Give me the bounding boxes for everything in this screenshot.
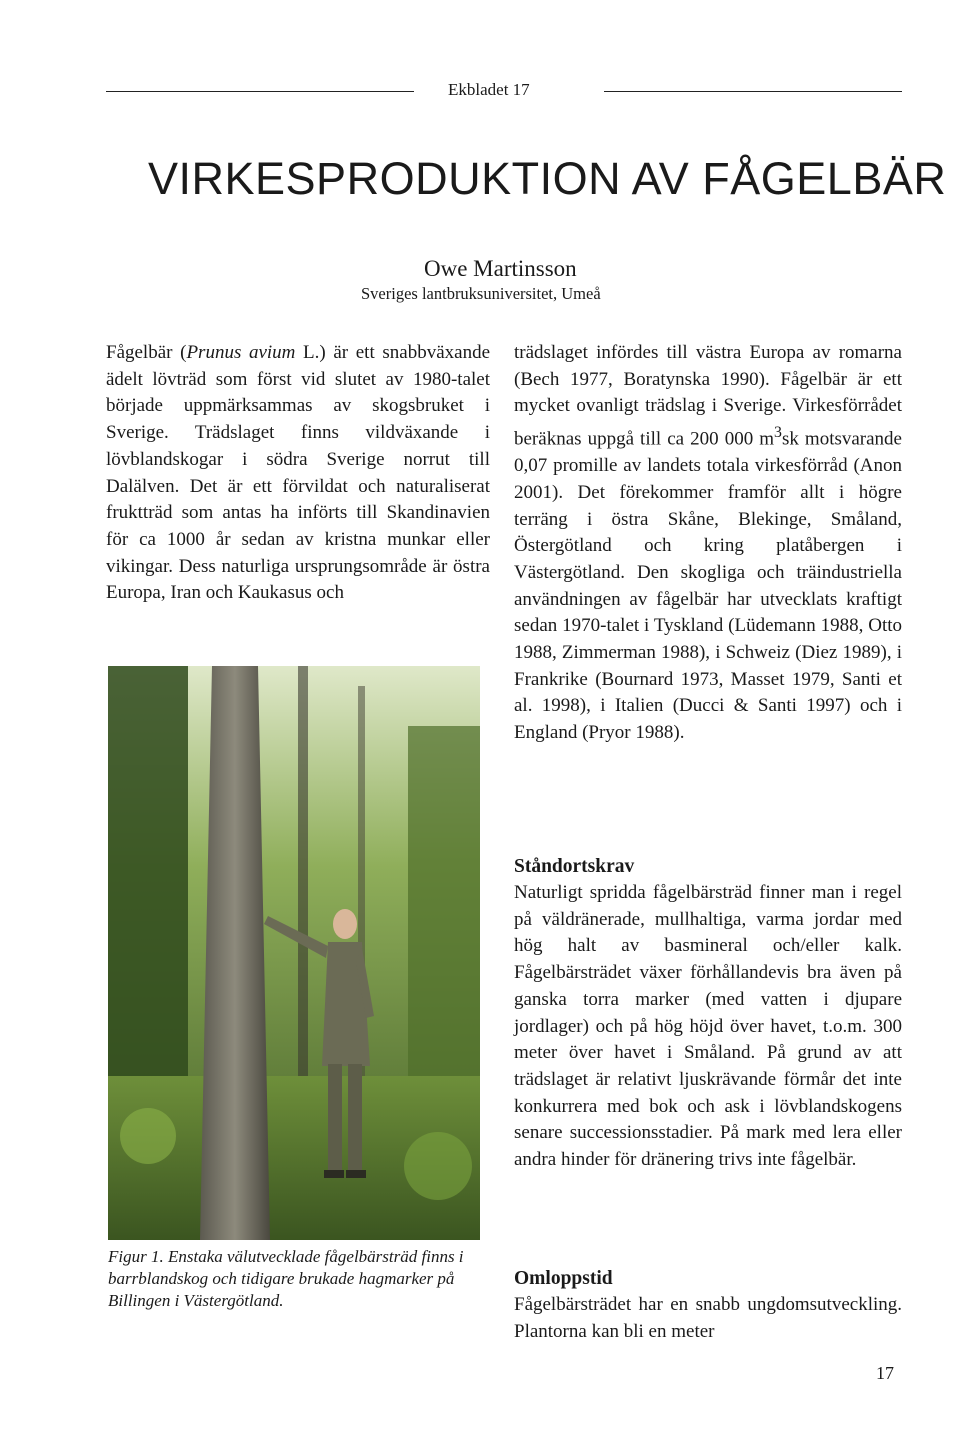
figure-caption: Figur 1. Enstaka välutvecklade fågelbärsträd finns i barrblandskog och tidigare brukade hagmarker på Billingen i Västergötland. <box>108 1247 464 1310</box>
running-header <box>106 80 902 100</box>
thin-trunk <box>298 666 308 1096</box>
species-name: Prunus avium <box>186 342 296 363</box>
intro-paragraph-1 <box>106 340 490 607</box>
header-rule-right <box>604 91 902 92</box>
ground-bush-2 <box>404 1132 472 1200</box>
page-number: 17 <box>876 1363 894 1383</box>
section-body: Naturligt spridda fågelbärsträd finner man i regel på väldränerade, mullhaltiga, varma jordar med hög halt av basmineral och/eller kalk. Fågelbärsträdet växer förhållandevis bra även på ganska torra marker (med vatten i djupare jordlager) och på hög höjd över havet, t.o.m. 300 meter över havet i Småland. På grund av att trädslaget är relativt ljuskrävande förmår det inte konkurrera med bok och ask i lövblandskogens senare successionsstadier. På mark med lera eller andra hinder för dränering trivs inte fågelbär. <box>514 882 902 1171</box>
section-body: Fågelbärsträdet har en snabb ungdomsutveckling. Plantorna kan bli en meter <box>514 1294 902 1342</box>
intro-text-continued: trädslaget infördes till västra Europa av romarna (Bech 1977, Boratynska 1990). Fågelbär är ett mycket ovanligt trädslag i Sverige. Virkesförrådet beräknas uppgå till ca 200 000 m <box>514 342 902 450</box>
article-title: VIRKESPRODUKTION AV FÅGELBÄR <box>148 153 947 204</box>
intro-paragraph-2 <box>514 340 902 747</box>
author-name: Owe Martinsson <box>424 256 577 281</box>
cherry-tree-trunk <box>200 666 270 1240</box>
intro-column-left <box>106 340 490 607</box>
ground-bush <box>120 1108 176 1164</box>
intro-text-tail: sk motsvarande 0,07 promille av landets totala virkesförråd (Anon 2001). Det förekommer framför allt i högre terräng i östra Skåne, Blekinge, Småland, Östergötland och kring platåbergen i Västergötland. Den skogliga och träindustriella användningen av fågelbär har utvecklats kraftigt sedan 1970-talet i Tyskland (Lüdemann 1988, Otto 1988, Zimmerman 1988), i Schweiz (Diez 1989), i Frankrike (Bournard 1973, Masset 1979, Santi et al. 1998), i Italien (Ducci & Santi 1997) och i England (Pryor 1988). <box>514 428 902 744</box>
figure-photo <box>108 666 480 1240</box>
author-affiliation: Sveriges lantbruksuniversitet, Umeå <box>361 284 601 303</box>
forest-photo-illustration <box>108 666 480 1240</box>
running-title: Ekbladet 17 <box>448 80 530 99</box>
section-omloppstid <box>514 1266 902 1345</box>
dark-foliage-left <box>108 666 188 1086</box>
section-heading: Omloppstid <box>514 1268 613 1289</box>
header-rule-left <box>106 91 414 92</box>
section-heading: Ståndortskrav <box>514 856 635 877</box>
intro-column-right <box>514 340 902 747</box>
section-standortskrav <box>514 854 902 1174</box>
superscript-unit: 3 <box>774 424 782 442</box>
intro-text-start: Fågelbär ( <box>106 342 187 363</box>
intro-text-rest: L.) är ett snabbväxande ädelt lövträd som först vid slutet av 1980-talet började uppmärksammas av skogsbruket i Sverige. Trädslaget finns vildväxande i lövblandskogar i södra Sverige norrut till Dalälven. Det är ett förvildat och naturaliserat fruktträd som antas ha införts till Skandinavien för ca 1000 år sedan av kristna munkar eller vikingar. Dess naturliga ursprungsområde är östra Europa, Iran och Kaukasus och <box>106 342 490 604</box>
foliage-right <box>408 726 480 1106</box>
